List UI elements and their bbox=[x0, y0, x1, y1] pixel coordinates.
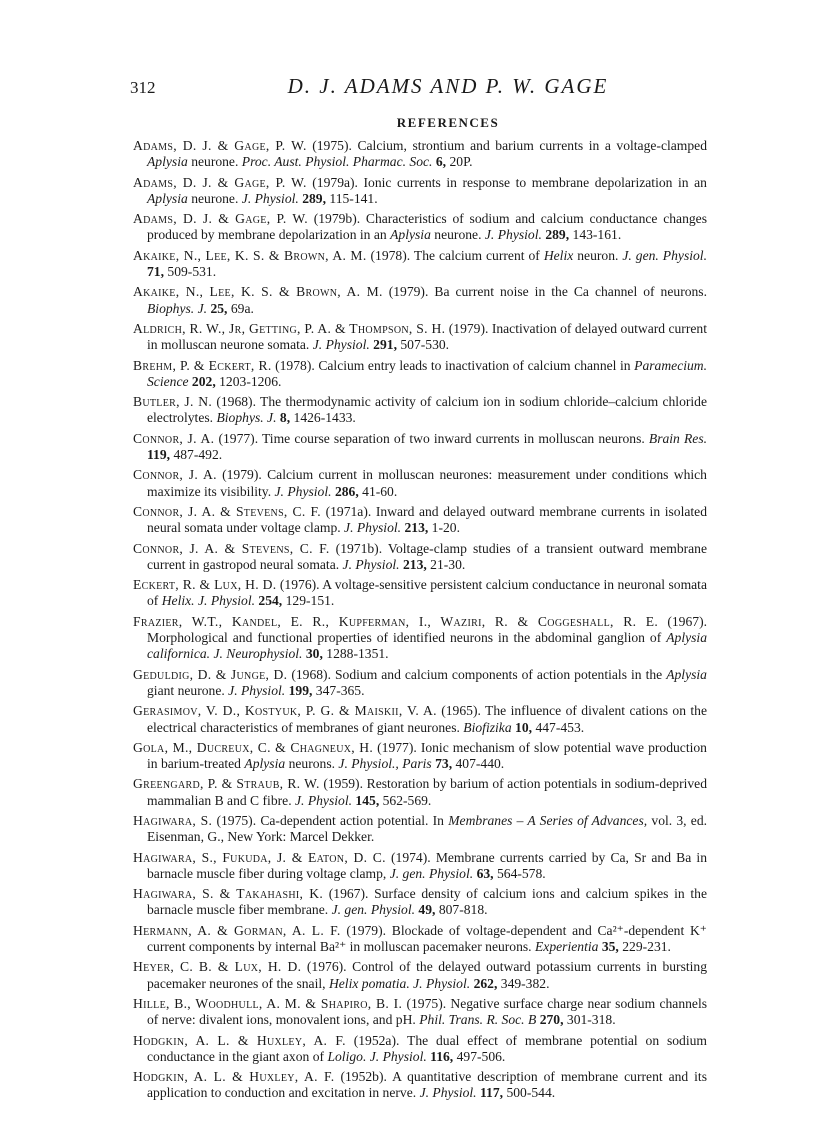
ref-volume: 116, bbox=[430, 1048, 454, 1064]
ref-journal: J. Physiol. bbox=[369, 1048, 427, 1064]
ref-authors: Butler, J. N. bbox=[133, 394, 213, 410]
ref-pages: 562-569. bbox=[382, 792, 432, 808]
ref-pages: 115-141. bbox=[329, 190, 378, 206]
ref-pages: 447-453. bbox=[535, 719, 585, 735]
reference-entry bbox=[133, 886, 707, 919]
ref-year: (1979b). bbox=[313, 211, 361, 227]
ref-authors: Connor, J. A. & Stevens, C. F. bbox=[133, 540, 330, 556]
ref-volume: 213, bbox=[402, 556, 427, 572]
ref-year: (1959). bbox=[323, 776, 363, 792]
ref-volume: 199, bbox=[288, 682, 313, 698]
ref-title-italic: Aplysia bbox=[244, 756, 286, 772]
ref-pages: 143-161. bbox=[572, 227, 622, 243]
reference-entry bbox=[133, 923, 707, 956]
ref-authors: Connor, J. A. bbox=[133, 467, 217, 483]
ref-pages: 1-20. bbox=[431, 520, 460, 536]
reference-entry bbox=[133, 1033, 707, 1066]
ref-year: (1977). bbox=[218, 430, 259, 446]
ref-title: Calcium, strontium and barium currents in a voltage-clamped bbox=[357, 138, 707, 153]
ref-title-tail: neurone. bbox=[191, 190, 239, 206]
ref-volume: 289, bbox=[302, 190, 326, 206]
ref-journal: Biophys. J. bbox=[216, 410, 277, 426]
ref-year: (1977). bbox=[377, 739, 417, 755]
ref-journal: J. Physiol. bbox=[484, 227, 542, 243]
ref-title-italic: Aplysia bbox=[390, 227, 431, 243]
ref-title: The calcium current of bbox=[413, 247, 540, 263]
ref-title: Blockade of voltage-dependent and Ca²⁺-dependent K⁺ current components by internal Ba²⁺ in molluscan pacemaker neurons. bbox=[147, 922, 707, 955]
ref-year: (1967). bbox=[667, 613, 707, 629]
ref-authors: Frazier, W.T., Kandel, E. R., Kupferman, I., Waziri, R. & Coggeshall, R. E. bbox=[133, 613, 659, 629]
ref-pages: 229-231. bbox=[622, 939, 671, 955]
ref-pages: 564-578. bbox=[496, 865, 546, 881]
ref-title-italic: Helix pomatia. bbox=[328, 975, 410, 991]
reference-entry bbox=[133, 850, 707, 883]
ref-title: Restoration by barium of action potentials in sodium-deprived mammalian B and C fibre. bbox=[147, 776, 707, 808]
ref-pages: 509-531. bbox=[167, 264, 217, 280]
ref-authors: Greengard, P. & Straub, R. W. bbox=[133, 776, 320, 792]
ref-volume: 73, bbox=[435, 756, 453, 772]
reference-entry bbox=[133, 1069, 707, 1102]
ref-title: Ba current noise in the Ca channel of neurons. bbox=[434, 284, 707, 300]
ref-authors: Hagiwara, S., Fukuda, J. & Eaton, D. C. bbox=[133, 849, 386, 865]
reference-entry bbox=[133, 358, 707, 391]
ref-title-tail: neurone. bbox=[434, 227, 482, 243]
ref-pages: 407-440. bbox=[455, 756, 505, 772]
ref-volume: 49, bbox=[418, 902, 436, 918]
ref-journal: Biophys. J. bbox=[147, 300, 208, 316]
ref-title: Time course separation of two inward currents in molluscan neurons. bbox=[261, 430, 645, 446]
ref-journal: Phil. Trans. R. Soc. B bbox=[419, 1012, 537, 1028]
ref-year: (1976). bbox=[279, 577, 320, 593]
ref-authors: Hodgkin, A. L. & Huxley, A. F. bbox=[133, 1069, 335, 1085]
ref-authors: Akaike, N., Lee, K. S. & Brown, A. M. bbox=[133, 284, 383, 300]
ref-title-italic: Helix. bbox=[161, 593, 195, 609]
ref-title-italic: Loligo. bbox=[327, 1048, 367, 1064]
ref-journal: Proc. Aust. Physiol. Pharmac. Soc. bbox=[241, 154, 433, 170]
ref-pages: 487-492. bbox=[173, 447, 223, 463]
ref-year: (1979). bbox=[222, 467, 262, 483]
ref-year: (1952b). bbox=[340, 1069, 387, 1085]
ref-year: (1975). bbox=[406, 995, 447, 1011]
reference-entry bbox=[133, 467, 707, 500]
ref-authors: Aldrich, R. W., Jr, Getting, P. A. & Thompson, S. H. bbox=[133, 320, 446, 336]
ref-pages: 807-818. bbox=[438, 902, 488, 918]
ref-authors: Adams, D. J. & Gage, P. W. bbox=[133, 174, 307, 190]
ref-authors: Hermann, A. & Gorman, A. L. F. bbox=[133, 922, 341, 938]
reference-entry bbox=[133, 211, 707, 244]
ref-journal: J. gen. Physiol. bbox=[331, 902, 416, 918]
ref-journal: J. Physiol. bbox=[312, 337, 370, 353]
ref-title: Ionic mechanism of slow potential wave production in barium-treated bbox=[147, 739, 707, 772]
reference-entry bbox=[133, 959, 707, 992]
ref-pages: 1426-1433. bbox=[293, 410, 356, 426]
reference-entry bbox=[133, 740, 707, 773]
reference-entry bbox=[133, 577, 707, 610]
ref-journal: J. Physiol., Paris bbox=[338, 756, 432, 772]
ref-authors: Hodgkin, A. L. & Huxley, A. F. bbox=[133, 1032, 346, 1048]
ref-journal: J. Physiol. bbox=[419, 1085, 477, 1101]
reference-entry bbox=[133, 138, 707, 171]
ref-authors: Adams, D. J. & Gage, P. W. bbox=[133, 211, 308, 227]
reference-entry bbox=[133, 175, 707, 208]
ref-authors: Gola, M., Ducreux, C. & Chagneux, H. bbox=[133, 739, 374, 755]
ref-pages: 1288-1351. bbox=[326, 646, 389, 662]
ref-year: (1976). bbox=[306, 959, 347, 975]
ref-journal: J. Physiol. bbox=[197, 593, 255, 609]
ref-pages: 129-151. bbox=[285, 593, 335, 609]
ref-authors: Adams, D. J. & Gage, P. W. bbox=[133, 138, 307, 153]
ref-journal: J. Physiol. bbox=[274, 483, 332, 499]
ref-title-italic: Membranes – A Series of Advances, bbox=[448, 812, 648, 828]
ref-journal: J. Physiol. bbox=[344, 520, 402, 536]
ref-volume: 25, bbox=[210, 300, 228, 316]
ref-pages: 500-544. bbox=[506, 1085, 556, 1101]
ref-volume: 117, bbox=[479, 1085, 504, 1101]
ref-volume: 213, bbox=[404, 520, 429, 536]
ref-volume: 291, bbox=[373, 337, 397, 353]
ref-authors: Hille, B., Woodhull, A. M. & Shapiro, B. I. bbox=[133, 995, 403, 1011]
ref-journal: J. Physiol. bbox=[228, 682, 286, 698]
ref-authors: Gerasimov, V. D., Kostyuk, P. G. & Maiskii, V. A. bbox=[133, 703, 437, 719]
ref-title: Ca-dependent action potential. In bbox=[260, 812, 444, 828]
ref-volume: 35, bbox=[601, 939, 619, 955]
reference-entry bbox=[133, 614, 707, 663]
ref-title-tail: neuron. bbox=[577, 247, 619, 263]
ref-title-tail: neurons. bbox=[288, 756, 336, 772]
ref-title-italic: Aplysia californica. bbox=[147, 630, 707, 662]
ref-volume: 6, bbox=[435, 154, 447, 170]
ref-volume: 71, bbox=[147, 264, 164, 280]
ref-title: A quantitative description of membrane current and its application to conduction and excitation in nerve. bbox=[147, 1069, 707, 1101]
ref-volume: 289, bbox=[545, 227, 570, 243]
ref-title: Membrane currents carried by Ca, Sr and Ba in barnacle muscle fiber during voltage clamp, bbox=[147, 849, 707, 881]
ref-authors: Hagiwara, S. bbox=[133, 812, 213, 828]
reference-entry bbox=[133, 248, 707, 281]
ref-year: (1967). bbox=[328, 886, 369, 902]
reference-entry bbox=[133, 431, 707, 464]
ref-title: Surface density of calcium ions and calcium spikes in the barnacle muscle fiber membrane. bbox=[147, 886, 707, 918]
ref-volume: 270, bbox=[539, 1012, 564, 1028]
ref-year: (1975). bbox=[216, 812, 257, 828]
ref-title: A voltage-sensitive persistent calcium conductance in neuronal somata of bbox=[147, 577, 707, 609]
ref-title-italic: Helix bbox=[543, 247, 574, 263]
ref-year: (1975). bbox=[312, 138, 352, 153]
reference-entry bbox=[133, 776, 707, 809]
ref-volume: 202, bbox=[191, 373, 216, 389]
section-title: REFERENCES bbox=[396, 115, 500, 130]
ref-year: (1979a). bbox=[312, 174, 358, 190]
ref-authors: Geduldig, D. & Junge, D. bbox=[133, 666, 288, 682]
ref-journal: J. Physiol. bbox=[295, 792, 353, 808]
ref-journal: J. gen. Physiol. bbox=[389, 865, 474, 881]
ref-title: Voltage-clamp studies of a transient outward membrane current in gastropod neural somata. bbox=[147, 540, 708, 572]
ref-journal: J. Physiol. bbox=[241, 190, 299, 206]
ref-journal: J. gen. Physiol. bbox=[622, 247, 707, 263]
ref-pages: 41-60. bbox=[362, 483, 398, 499]
ref-volume: 30, bbox=[305, 646, 323, 662]
reference-entry bbox=[133, 284, 707, 317]
ref-title: Negative surface charge near sodium channels of nerve: divalent ions, monovalent ions, and pH. bbox=[147, 995, 708, 1028]
ref-title: Characteristics of sodium and calcium conductance changes produced by membrane depolarization in an bbox=[147, 211, 707, 243]
ref-title-italic: Aplysia bbox=[147, 190, 188, 206]
ref-title: The dual effect of membrane potential on sodium conductance in the giant axon of bbox=[147, 1032, 708, 1064]
ref-year: (1968). bbox=[216, 394, 256, 410]
reference-entry bbox=[133, 667, 707, 700]
ref-title-italic: Aplysia bbox=[666, 666, 707, 682]
ref-journal: Science bbox=[147, 373, 189, 389]
reference-entry bbox=[133, 996, 707, 1029]
ref-journal: J. Physiol. bbox=[413, 975, 471, 991]
ref-title: Inactivation of delayed outward current in molluscan neurone somata. bbox=[147, 320, 707, 353]
ref-journal: Experientia bbox=[535, 939, 599, 955]
reference-entry bbox=[133, 504, 707, 537]
ref-authors: Hagiwara, S. & Takahashi, K. bbox=[133, 886, 324, 902]
ref-volume: 119, bbox=[147, 447, 171, 463]
ref-authors: Brehm, P. & Eckert, R. bbox=[133, 357, 272, 373]
ref-pages: 349-382. bbox=[500, 975, 550, 991]
ref-year: (1952a). bbox=[353, 1032, 400, 1048]
ref-title: Sodium and calcium components of action potentials in the bbox=[334, 666, 663, 682]
ref-volume: 10, bbox=[515, 719, 533, 735]
ref-title-tail: giant neurone. bbox=[147, 682, 225, 698]
ref-year: (1978). bbox=[370, 247, 411, 263]
ref-title: The thermodynamic activity of calcium ion in sodium chloride–calcium chloride electrolytes. bbox=[147, 394, 707, 426]
ref-title-tail: vol. 3, ed. Eisenman, G., New York: Marcel Dekker. bbox=[147, 812, 708, 845]
ref-year: (1971b). bbox=[335, 540, 383, 556]
ref-authors: Akaike, N., Lee, K. S. & Brown, A. M. bbox=[133, 247, 367, 263]
ref-year: (1968). bbox=[291, 666, 331, 682]
ref-title-tail: neurone. bbox=[191, 154, 239, 170]
ref-year: (1971a). bbox=[325, 503, 372, 519]
ref-year: (1979). bbox=[448, 320, 489, 336]
ref-year: (1974). bbox=[391, 849, 431, 865]
ref-authors: Connor, J. A. bbox=[133, 430, 215, 446]
ref-volume: 286, bbox=[334, 483, 359, 499]
ref-title: Control of the delayed outward potassium currents in bursting pacemaker neurones of the snail, bbox=[147, 959, 708, 991]
ref-title: The influence of divalent cations on the electrical characteristics of membranes of giant neurones. bbox=[147, 703, 708, 735]
ref-year: (1979). bbox=[388, 284, 429, 300]
reference-entry bbox=[133, 541, 707, 574]
ref-volume: 63, bbox=[476, 865, 494, 881]
ref-pages: 347-365. bbox=[315, 682, 365, 698]
ref-year: (1965). bbox=[441, 703, 481, 719]
ref-volume: 8, bbox=[279, 410, 291, 426]
ref-authors: Connor, J. A. & Stevens, C. F. bbox=[133, 503, 321, 519]
ref-pages: 507-530. bbox=[400, 337, 450, 353]
reference-list bbox=[133, 138, 707, 1106]
ref-journal: J. Neurophysiol. bbox=[213, 646, 303, 662]
ref-journal: J. Physiol. bbox=[342, 556, 400, 572]
ref-pages: 497-506. bbox=[456, 1048, 506, 1064]
ref-authors: Heyer, C. B. & Lux, H. D. bbox=[133, 959, 302, 975]
page-number: 312 bbox=[130, 78, 156, 97]
ref-pages: 21-30. bbox=[430, 556, 466, 572]
ref-authors: Eckert, R. & Lux, H. D. bbox=[133, 577, 277, 593]
ref-title-italic: Paramecium. bbox=[634, 357, 708, 373]
reference-entry bbox=[133, 813, 707, 846]
ref-pages: 301-318. bbox=[566, 1012, 616, 1028]
ref-year: (1978). bbox=[275, 357, 315, 373]
reference-entry bbox=[133, 394, 707, 427]
running-head: D. J. ADAMS AND P. W. GAGE bbox=[287, 74, 609, 98]
ref-title-italic: Aplysia bbox=[147, 154, 188, 170]
ref-year: (1979). bbox=[346, 922, 387, 938]
ref-title: Inward and delayed outward membrane currents in isolated neural somata under voltage clamp. bbox=[147, 503, 708, 536]
ref-title: Calcium entry leads to inactivation of calcium channel in bbox=[318, 357, 631, 373]
reference-entry bbox=[133, 321, 707, 354]
ref-title: Calcium current in molluscan neurones: measurement under conditions which maximize its visibility. bbox=[147, 467, 707, 499]
ref-journal: Biofizika bbox=[463, 719, 512, 735]
ref-volume: 254, bbox=[258, 593, 283, 609]
ref-pages: 1203-1206. bbox=[219, 373, 282, 389]
reference-entry bbox=[133, 703, 707, 736]
ref-pages: 20P. bbox=[449, 154, 473, 170]
ref-volume: 145, bbox=[355, 792, 380, 808]
ref-volume: 262, bbox=[473, 975, 498, 991]
ref-title: Morphological and functional properties of identified neurons in the abdominal ganglion of bbox=[147, 630, 662, 646]
ref-journal: Brain Res. bbox=[648, 430, 708, 446]
ref-pages: 69a. bbox=[230, 300, 254, 316]
ref-title: Ionic currents in response to membrane depolarization in an bbox=[363, 174, 707, 190]
